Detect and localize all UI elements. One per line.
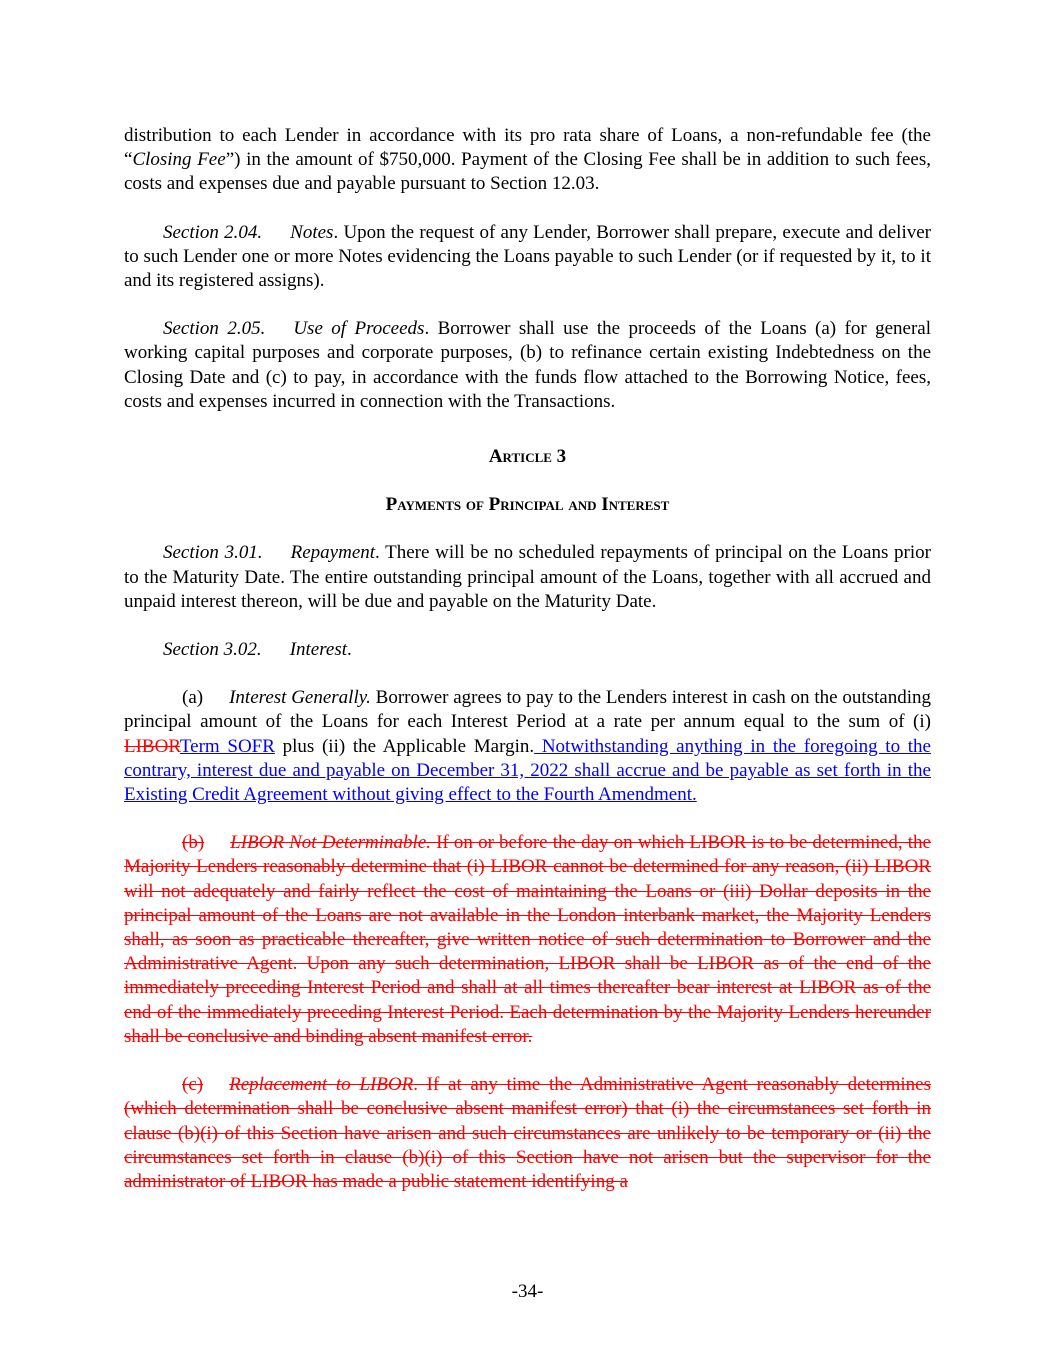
clause-a-body-2: plus (ii) the Applicable Margin.: [274, 735, 535, 757]
section-2-05-title: Use of Proceeds: [293, 318, 425, 340]
clause-c-label: (c): [182, 1074, 204, 1096]
document-page: [124, 124, 931, 1194]
section-2-04-title: Notes: [290, 221, 334, 243]
clause-b-label: (b): [182, 832, 205, 854]
closing-fee-text-b: ”) in the amount of $750,000. Payment of the Closing Fee shall be in addition to such fees, costs and expenses due and payable pursuant to Section 12.03.: [124, 149, 931, 195]
section-3-01-body: . There will be no scheduled repayments of principal on the Loans prior to the Maturity Date. The entire outstanding principal amount of the Loans, together with all accrued and unpaid interest thereon, will be due and payable on the Maturity Date.: [124, 542, 931, 612]
page-number: -34-: [511, 1281, 544, 1302]
section-2-04: [124, 221, 931, 294]
clause-c-body: . If at any time the Administrative Agent reasonably determines (which determination shall be conclusive absent manifest error) that (i) the circumstances set forth in clause (b)(i) of this Section have arisen and such circumstances are unlikely to be temporary or (ii) the circumstances set forth in clause (b)(i) of this Section have not arisen but the supervisor for the administrator of LIBOR has made a public statement identifying a: [124, 1074, 931, 1192]
clause-a-label: (a): [182, 687, 204, 709]
clause-a-title: Interest Generally.: [229, 687, 371, 709]
section-3-02-number: Section 3.02.: [163, 639, 262, 661]
clause-c-title: Replacement to LIBOR: [229, 1074, 414, 1096]
section-2-04-body: . Upon the request of any Lender, Borrower shall prepare, execute and deliver to such Lender one or more Notes evidencing the Loans payable to such Lender (or if requested by it, to it and its registered assigns).: [124, 221, 931, 292]
deleted-libor-text: LIBOR: [124, 735, 180, 757]
section-3-02: [124, 638, 931, 662]
inserted-notwithstanding-text: Notwithstanding anything in the foregoing to the contrary, interest due and payable on December 31, 2022 shall accrue and be payable as set forth in the Existing Credit Agreement without giving effect to the Fourth Amendment.: [124, 735, 931, 806]
section-2-05: [124, 317, 931, 414]
section-2-04-number: Section 2.04.: [163, 221, 263, 243]
section-3-02-period: .: [347, 639, 352, 661]
section-2-05-body: . Borrower shall use the proceeds of the Loans (a) for general working capital purposes and corporate purposes, (b) to refinance certain existing Indebtedness on the Closing Date and (c) to pay, in accordance with the funds flow attached to the Borrowing Notice, fees, costs and expenses incurred in connection with the Transactions.: [124, 318, 931, 412]
section-3-01-title: Repayment: [290, 542, 376, 564]
clause-b-title: LIBOR Not Determinable.: [230, 832, 431, 854]
clause-b-body: If on or before the day on which LIBOR is to be determined, the Majority Lenders reasonably determine that (i) LIBOR cannot be determined for any reason, (ii) LIBOR will not adequately and fairly reflect the cost of maintaining the Loans or (iii) Dollar deposits in the principal amount of the Loans are not available in the London interbank market, the Majority Lenders shall, as soon as practicable thereafter, give written notice of such determination to Borrower and the Administrative Agent. Upon any such determination, LIBOR shall be LIBOR as of the end of the immediately preceding Interest Period and shall at all times thereafter bear interest at LIBOR as of the end of the immediately preceding Interest Period. Each determination by the Majority Lenders hereunder shall be conclusive and binding absent manifest error.: [124, 832, 931, 1047]
section-3-02-b-deleted: [124, 831, 931, 1049]
closing-fee-paragraph: [124, 124, 931, 197]
section-3-02-a: [124, 686, 931, 807]
clause-a-body-1: Borrower agrees to pay to the Lenders interest in cash on the outstanding principal amount of the Loans for each Interest Period at a rate per annum equal to the sum of (i): [124, 687, 931, 733]
closing-fee-text-a: distribution to each Lender in accordance with its pro rata share of Loans, a non-refundable fee (the “: [124, 125, 931, 171]
section-3-02-title: Interest: [289, 639, 348, 661]
article-title: Payments of Principal and Interest: [385, 494, 670, 516]
section-3-02-c-deleted: [124, 1073, 931, 1194]
section-2-05-number: Section 2.05.: [163, 318, 266, 340]
closing-fee-term: Closing Fee: [132, 149, 226, 171]
inserted-term-sofr-text: Term SOFR: [179, 735, 275, 757]
article-heading: Article 3: [488, 446, 567, 468]
section-3-01: [124, 541, 931, 614]
section-3-01-number: Section 3.01.: [163, 542, 263, 564]
